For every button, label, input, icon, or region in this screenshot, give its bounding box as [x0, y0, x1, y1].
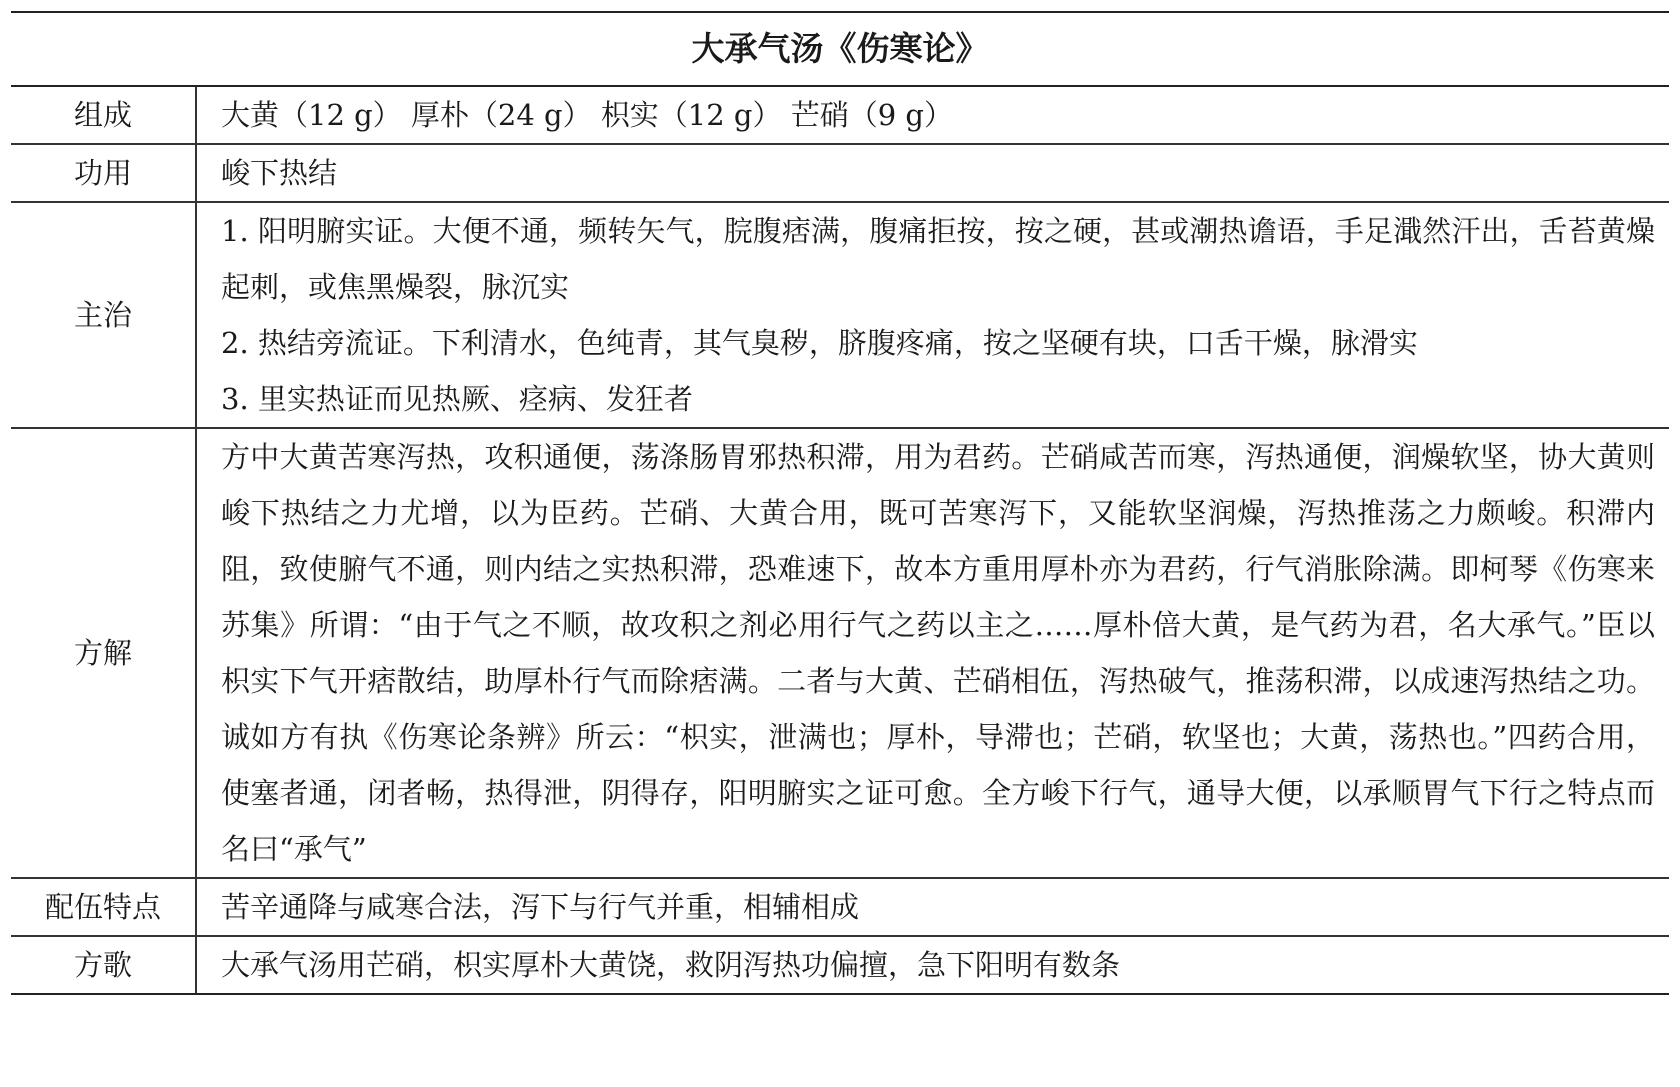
row-function — [11, 144, 1669, 202]
row-analysis — [11, 428, 1669, 878]
formula-table — [11, 11, 1669, 995]
compatibility-text: 苦辛通降与咸寒合法，泻下与行气并重，相辅相成 — [196, 878, 1669, 936]
indication-item: 1. 阳明腑实证。大便不通，频转矢气，脘腹痞满，腹痛拒按，按之硬，甚或潮热谵语，手足濈然汗出，舌苔黄燥起刺，或焦黑燥裂，脉沉实 — [221, 214, 1655, 304]
label-compatibility: 配伍特点 — [11, 878, 196, 936]
row-indications — [11, 202, 1669, 428]
indication-item: 2. 热结旁流证。下利清水，色纯青，其气臭秽，脐腹疼痛，按之坚硬有块，口舌干燥，脉滑实 — [221, 326, 1418, 360]
indication-item: 3. 里实热证而见热厥、痉病、发狂者 — [221, 382, 693, 416]
verse-text: 大承气汤用芒硝，枳实厚朴大黄饶，救阴泻热功偏擅，急下阳明有数条 — [196, 936, 1669, 994]
composition-text: 大黄（12 g） 厚朴（24 g） 枳实（12 g） 芒硝（9 g） — [196, 86, 1669, 144]
label-function: 功用 — [11, 144, 196, 202]
indications-content — [196, 202, 1669, 428]
function-text: 峻下热结 — [196, 144, 1669, 202]
formula-title: 大承气汤《伤寒论》 — [11, 12, 1669, 86]
label-indications: 主治 — [11, 202, 196, 428]
row-composition — [11, 86, 1669, 144]
row-compatibility — [11, 878, 1669, 936]
title-row — [11, 12, 1669, 86]
label-verse: 方歌 — [11, 936, 196, 994]
row-verse — [11, 936, 1669, 994]
analysis-text: 方中大黄苦寒泻热，攻积通便，荡涤肠胃邪热积滞，用为君药。芒硝咸苦而寒，泻热通便，润燥软坚，协大黄则峻下热结之力尤增，以为臣药。芒硝、大黄合用，既可苦寒泻下，又能软坚润燥，泻热推荡之力颇峻。积滞内阻，致使腑气不通，则内结之实热积滞，恐难速下，故本方重用厚朴亦为君药，行气消胀除满。即柯琴《伤寒来苏集》所谓：“由于气之不顺，故攻积之剂必用行气之药以主之……厚朴倍大黄，是气药为君，名大承气。”臣以枳实下气开痞散结，助厚朴行气而除痞满。二者与大黄、芒硝相伍，泻热破气，推荡积滞，以成速泻热结之功。诚如方有执《伤寒论条辨》所云：“枳实，泄满也；厚朴，导滞也；芒硝，软坚也；大黄，荡热也。”四药合用，使塞者通，闭者畅，热得泄，阴得存，阳明腑实之证可愈。全方峻下行气，通导大便，以承顺胃气下行之特点而名曰“承气” — [196, 428, 1669, 878]
label-composition: 组成 — [11, 86, 196, 144]
label-analysis: 方解 — [11, 428, 196, 878]
